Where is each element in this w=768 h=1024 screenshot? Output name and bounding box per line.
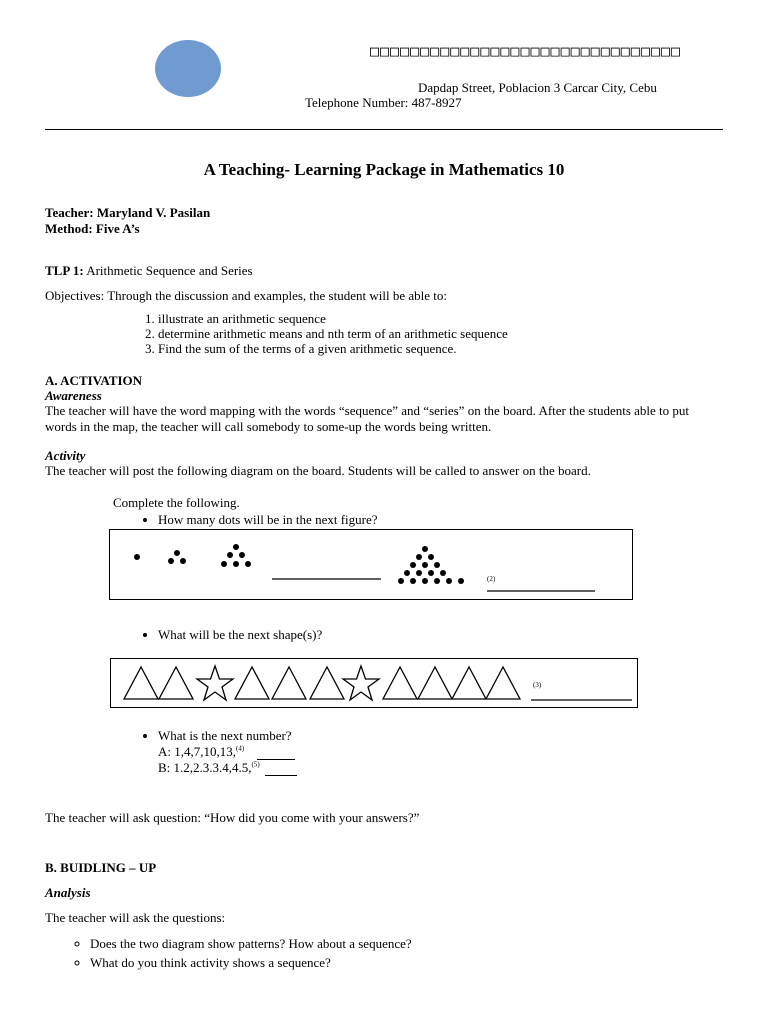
shapes-pattern-box — [110, 658, 638, 708]
triangle-shape — [235, 667, 269, 699]
school-name: □□□□□□□□□□□□□□□□□□□□□□□□□□□□□□□ — [370, 42, 681, 60]
triangle-shape — [272, 667, 306, 699]
objective-item: 1. illustrate an arithmetic sequence — [158, 311, 508, 326]
document-title: A Teaching- Learning Package in Mathematics 10 — [203, 160, 565, 179]
analysis-intro: The teacher will ask the questions: — [45, 910, 226, 925]
question-number-2: (2) — [487, 575, 496, 583]
analysis-question: ◦ Does the two diagram show patterns? How about a sequence? — [90, 934, 412, 953]
dots-pattern-box — [109, 529, 633, 600]
school-logo — [155, 40, 221, 97]
question-list — [138, 627, 322, 643]
teacher-line: Teacher: Maryland V. Pasilan — [45, 205, 211, 220]
awareness-heading: Awareness — [45, 388, 102, 403]
analysis-heading: Analysis — [45, 885, 91, 900]
question-number-5: (5) — [251, 760, 260, 769]
complete-instruction: Complete the following. — [113, 495, 240, 510]
activity-text: The teacher will post the following diagram on the board. Students will be called to answer on the board. — [45, 463, 591, 478]
analysis-questions — [45, 934, 412, 972]
section-b-heading: B. BUIDLING – UP — [45, 860, 157, 875]
question-next-number: • What is the next number? — [158, 728, 292, 744]
section-a-heading: A. ACTIVATION — [45, 373, 143, 388]
question-list — [138, 512, 378, 528]
star-shape — [197, 666, 233, 700]
tlp-line: TLP 1: Arithmetic Sequence and Series — [45, 263, 253, 278]
shapes-figure — [111, 659, 637, 707]
activity-heading: Activity — [45, 448, 86, 463]
triangle-shape — [418, 667, 452, 699]
answer-blank-5[interactable] — [265, 763, 297, 776]
sequence-b: B: 1.2,2.3.3.4,4.5,$^{(5)}$ — [158, 760, 297, 776]
school-address: Dapdap Street, Poblacion 3 Carcar City, Cebu — [418, 80, 657, 95]
analysis-question: ◦ What do you think activity shows a sequence? — [90, 953, 412, 972]
telephone-number: Telephone Number: 487-8927 — [305, 95, 462, 110]
triangle-shape — [452, 667, 486, 699]
question-number-3: (3) — [533, 681, 542, 689]
question-shapes: • What will be the next shape(s)? — [158, 627, 322, 643]
closing-question: The teacher will ask question: “How did you come with your answers?” — [45, 810, 420, 825]
triangle-shape — [159, 667, 193, 699]
dots-figure — [110, 530, 632, 599]
triangle-shape — [124, 667, 158, 699]
awareness-text: The teacher will have the word mapping with the words “sequence” and “series” on the board. After the students able to put words in the map, the teacher will call somebody to some-up the words being written. — [45, 403, 690, 434]
objectives-list — [118, 311, 508, 356]
question-dots: • How many dots will be in the next figure? — [158, 512, 378, 528]
triangle-shape — [486, 667, 520, 699]
sequence-a: A: 1,4,7,10,13,$^{(4)}$ — [158, 744, 295, 760]
objectives-intro: Objectives: Through the discussion and examples, the student will be able to: — [45, 288, 447, 303]
header-divider — [45, 129, 723, 130]
triangle-shape — [310, 667, 344, 699]
method-line: Method: Five A’s — [45, 221, 140, 236]
star-shape — [343, 666, 379, 700]
question-number-4: (4) — [236, 744, 245, 753]
objective-item: 3. Find the sum of the terms of a given arithmetic sequence. — [158, 341, 508, 356]
triangle-shape — [383, 667, 417, 699]
objective-item: 2. determine arithmetic means and nth term of an arithmetic sequence — [158, 326, 508, 341]
answer-blank-4[interactable] — [257, 747, 295, 760]
question-list — [138, 728, 292, 744]
